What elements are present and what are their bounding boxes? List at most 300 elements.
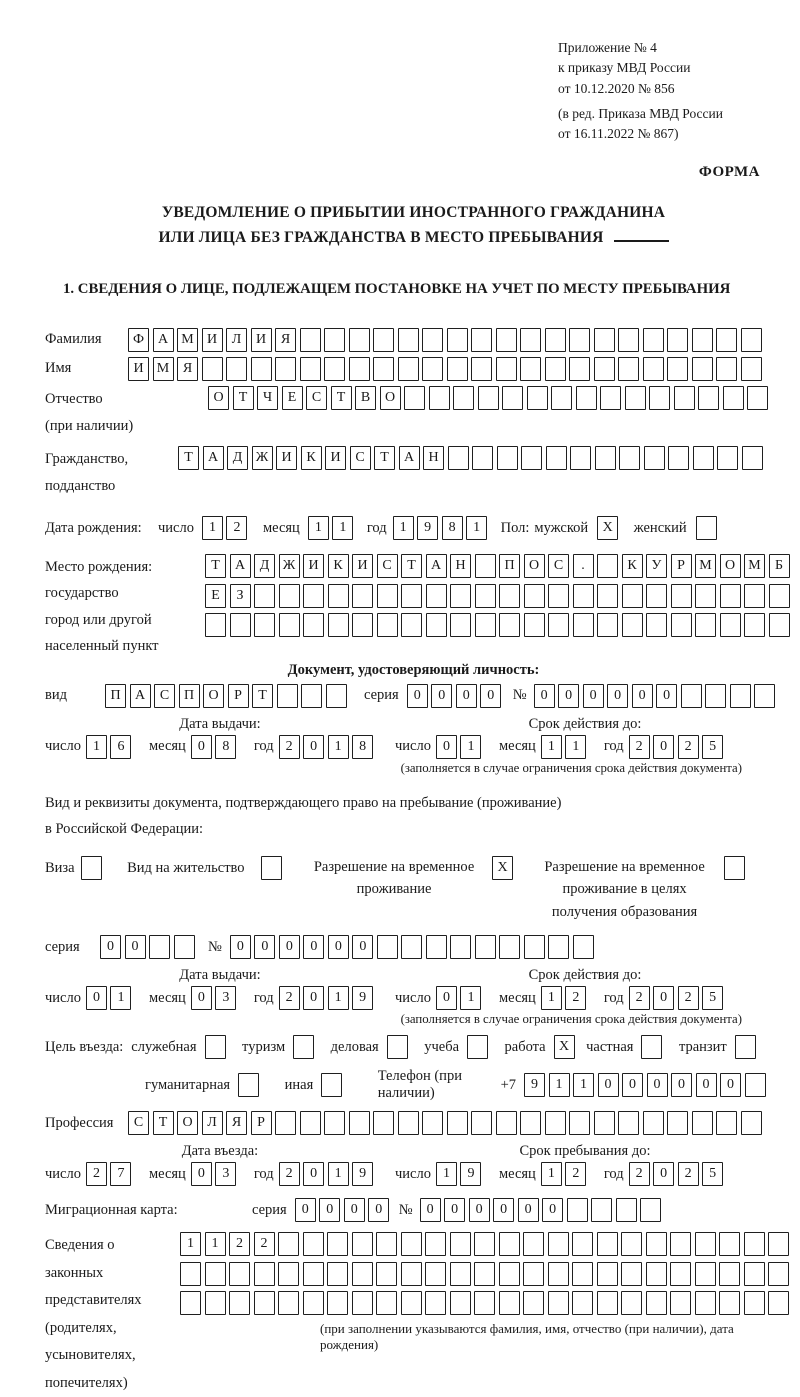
year-label: год [253, 989, 274, 1006]
migration-card-label: Миграционная карта: [45, 1201, 178, 1218]
cell [349, 1111, 370, 1135]
cell [301, 684, 322, 708]
cell: 2 [229, 1232, 250, 1256]
permit-valid-day-cells [436, 986, 485, 1010]
cell: 0 [431, 684, 452, 708]
cell [499, 935, 520, 959]
cell [328, 613, 349, 637]
cell: Л [226, 328, 247, 352]
cell [349, 357, 370, 381]
cell: 0 [720, 1073, 741, 1097]
cell: X [597, 516, 618, 540]
representatives-label-line: (родителях, [45, 1319, 117, 1336]
cell [475, 584, 496, 608]
cell [747, 386, 768, 410]
cell [616, 1198, 637, 1222]
representatives-label [45, 1232, 180, 1397]
cell [349, 328, 370, 352]
identity-doc-heading: Документ, удостоверяющий личность: [287, 661, 540, 678]
cell: 0 [368, 1198, 389, 1222]
cell [229, 1291, 250, 1315]
permit-issue-year-cells [279, 986, 377, 1010]
male-label: мужской [534, 519, 589, 536]
cell [447, 1111, 468, 1135]
cell: 0 [607, 684, 628, 708]
cell [300, 328, 321, 352]
cell [398, 328, 419, 352]
cell: 0 [100, 935, 121, 959]
cell [254, 584, 275, 608]
cell: 0 [279, 935, 300, 959]
cell [278, 1232, 299, 1256]
cell: П [499, 554, 520, 578]
cell: 0 [230, 935, 251, 959]
cell: 1 [573, 1073, 594, 1097]
cell [238, 1073, 259, 1097]
cell: Ч [257, 386, 278, 410]
citizenship-row [45, 446, 782, 500]
purpose-official-checkbox [205, 1035, 230, 1059]
cell: А [130, 684, 151, 708]
cell: М [153, 357, 174, 381]
cell: 0 [598, 1073, 619, 1097]
purpose-tourism-label: туризм [242, 1038, 286, 1055]
month-label: месяц [148, 989, 186, 1006]
cell [475, 554, 496, 578]
cell [618, 1111, 639, 1135]
name-label: Имя [45, 360, 72, 377]
cell: 0 [534, 684, 555, 708]
month-label: месяц [148, 1165, 186, 1182]
cell: 3 [215, 986, 236, 1010]
cell: О [203, 684, 224, 708]
cell [716, 1111, 737, 1135]
birth-place-cells-2 [205, 584, 793, 608]
cell [597, 584, 618, 608]
cell [621, 1232, 642, 1256]
birth-place-cells-3 [205, 613, 793, 637]
cell [695, 584, 716, 608]
entry-dates-values [45, 1162, 782, 1186]
cell [670, 1232, 691, 1256]
cell [327, 1232, 348, 1256]
cell [548, 613, 569, 637]
entry-purpose-label: Цель въезда: [45, 1038, 124, 1055]
mig-number-label: № [398, 1201, 413, 1218]
cell: 2 [629, 986, 650, 1010]
cell: Т [331, 386, 352, 410]
cell: 0 [303, 986, 324, 1010]
patronymic-label-line: Отчество [45, 390, 103, 407]
doc-valid-year-cells [629, 735, 727, 759]
cell [768, 1291, 789, 1315]
cell [768, 1232, 789, 1256]
cell [572, 1291, 593, 1315]
cell [745, 1073, 766, 1097]
residence-doc-type-row [45, 856, 782, 923]
cell: 1 [393, 516, 414, 540]
cell: Т [205, 554, 226, 578]
cell: X [554, 1035, 575, 1059]
cell: П [179, 684, 200, 708]
representatives-cells-3 [180, 1291, 793, 1315]
temp-residence-edu-label-line: получения образования [551, 903, 698, 920]
profession-row [45, 1111, 782, 1135]
cell: 6 [110, 735, 131, 759]
cell [401, 1291, 422, 1315]
cell: Д [227, 446, 248, 470]
representatives-block [45, 1232, 782, 1397]
cell [741, 357, 762, 381]
name-row [45, 357, 782, 381]
cell [545, 328, 566, 352]
cell: 0 [542, 1198, 563, 1222]
cell [572, 1262, 593, 1286]
cell: 1 [565, 735, 586, 759]
cell [671, 584, 692, 608]
female-label: женский [633, 519, 687, 536]
doc-issue-date-heading: Дата выдачи: [179, 715, 261, 732]
cell: 0 [480, 684, 501, 708]
cell: 0 [303, 735, 324, 759]
cell: 1 [180, 1232, 201, 1256]
cell: 1 [436, 1162, 457, 1186]
cell [527, 386, 548, 410]
month-label: месяц [498, 1165, 536, 1182]
cell: 1 [549, 1073, 570, 1097]
doc-dates-values [45, 735, 782, 759]
cell: И [251, 328, 272, 352]
cell: Я [177, 357, 198, 381]
cell: А [230, 554, 251, 578]
cell [646, 584, 667, 608]
stay-until-group [395, 1162, 727, 1186]
cell: 0 [653, 735, 674, 759]
stay-year-cells [629, 1162, 727, 1186]
birth-year-cells [393, 516, 491, 540]
cell [499, 1262, 520, 1286]
visa-checkbox [81, 856, 106, 880]
doc-valid-day-cells [436, 735, 485, 759]
cell [373, 1111, 394, 1135]
permit-issue-day-cells [86, 986, 135, 1010]
entry-day-cells [86, 1162, 135, 1186]
cell [180, 1291, 201, 1315]
purpose-work-label: работа [504, 1038, 546, 1055]
cell [352, 1262, 373, 1286]
temp-residence-label [305, 856, 483, 901]
cell: Ф [128, 328, 149, 352]
cell [671, 613, 692, 637]
cell [567, 1198, 588, 1222]
birth-place-cell-rows [205, 554, 793, 643]
cell [696, 516, 717, 540]
cell: М [744, 554, 765, 578]
cell: 2 [254, 1232, 275, 1256]
cell: 1 [541, 1162, 562, 1186]
cell [646, 1262, 667, 1286]
cell [695, 1262, 716, 1286]
edition-line: (в ред. Приказа МВД России [558, 105, 723, 121]
year-label: год [366, 519, 387, 536]
cell: С [377, 554, 398, 578]
cell [300, 1111, 321, 1135]
permit-number-cells [230, 935, 598, 959]
cell: М [177, 328, 198, 352]
residence-doc-text [45, 790, 782, 842]
cell [475, 613, 496, 637]
cell [475, 935, 496, 959]
cell [376, 1262, 397, 1286]
cell: Д [254, 554, 275, 578]
cell [569, 328, 590, 352]
cell [324, 328, 345, 352]
cell [321, 1073, 342, 1097]
cell [692, 328, 713, 352]
cell [622, 584, 643, 608]
cell: П [105, 684, 126, 708]
doc-issue-year-cells [279, 735, 377, 759]
entry-date-heading: Дата въезда: [181, 1143, 259, 1160]
cell: С [128, 1111, 149, 1135]
cell [695, 1232, 716, 1256]
doc-series-cells [407, 684, 505, 708]
birth-date-row [45, 516, 782, 540]
residence-doc-line2: в Российской Федерации: [45, 820, 204, 837]
day-label: число [45, 989, 81, 1006]
sex-male-checkbox [597, 516, 622, 540]
cell [229, 1262, 250, 1286]
cell [352, 584, 373, 608]
cell [326, 684, 347, 708]
year-label: год [603, 738, 624, 755]
appendix-line: к приказу МВД России [558, 60, 691, 76]
cell: А [426, 554, 447, 578]
cell: 0 [86, 986, 107, 1010]
cell [149, 935, 170, 959]
representatives-cell-rows [180, 1232, 793, 1353]
cell [646, 613, 667, 637]
doc-valid-until-group [395, 735, 727, 759]
cell [744, 613, 765, 637]
surname-label: Фамилия [45, 331, 102, 348]
cell: 0 [493, 1198, 514, 1222]
cell [644, 446, 665, 470]
cell: . [573, 554, 594, 578]
cell: 0 [444, 1198, 465, 1222]
cell [324, 1111, 345, 1135]
cell: 2 [678, 986, 699, 1010]
cell: Т [178, 446, 199, 470]
cell [769, 584, 790, 608]
cell [716, 328, 737, 352]
cell [735, 1035, 756, 1059]
year-label: год [603, 1165, 624, 1182]
cell [300, 357, 321, 381]
purpose-private-label: частная [586, 1038, 634, 1055]
cell [520, 1111, 541, 1135]
permit-dates-values [45, 986, 782, 1010]
cell [621, 1262, 642, 1286]
cell [719, 1262, 740, 1286]
cell: 1 [460, 735, 481, 759]
cell: X [492, 856, 513, 880]
cell: 9 [524, 1073, 545, 1097]
phone-cells [524, 1073, 769, 1097]
cell: Ж [279, 554, 300, 578]
profession-label: Профессия [45, 1114, 114, 1131]
cell: 1 [328, 1162, 349, 1186]
cell: М [695, 554, 716, 578]
representatives-label-line: усыновителях, [45, 1347, 136, 1364]
cell [328, 584, 349, 608]
cell [523, 1262, 544, 1286]
doc-issue-day-cells [86, 735, 135, 759]
cell [81, 856, 102, 880]
cell: 0 [647, 1073, 668, 1097]
cell: 9 [417, 516, 438, 540]
cell [422, 328, 443, 352]
cell [426, 935, 447, 959]
purpose-humanitarian-label: гуманитарная [145, 1076, 231, 1093]
permit-series-cells [100, 935, 198, 959]
cell [474, 1291, 495, 1315]
permit-issue-date-group [45, 986, 395, 1010]
cell [524, 584, 545, 608]
day-label: число [45, 738, 81, 755]
mig-series-cells [295, 1198, 393, 1222]
mig-series-label: серия [252, 1201, 287, 1218]
cell: К [301, 446, 322, 470]
cell [474, 1232, 495, 1256]
entry-month-cells [191, 1162, 240, 1186]
cell [450, 1232, 471, 1256]
cell: И [303, 554, 324, 578]
cell [261, 856, 282, 880]
cell [720, 584, 741, 608]
cell [404, 386, 425, 410]
cell [597, 554, 618, 578]
cell [474, 1262, 495, 1286]
cell [769, 613, 790, 637]
cell: 0 [696, 1073, 717, 1097]
cell [202, 357, 223, 381]
cell [643, 1111, 664, 1135]
cell: У [646, 554, 667, 578]
cell [377, 935, 398, 959]
day-label: число [395, 738, 431, 755]
representatives-cells-1 [180, 1232, 793, 1256]
cell: 1 [205, 1232, 226, 1256]
permit-valid-month-cells [541, 986, 590, 1010]
cell [303, 1232, 324, 1256]
cell [693, 446, 714, 470]
purpose-other-checkbox [321, 1073, 346, 1097]
cell [692, 1111, 713, 1135]
cell [496, 1111, 517, 1135]
cell [594, 328, 615, 352]
purpose-business-label: деловая [330, 1038, 379, 1055]
cell [422, 1111, 443, 1135]
cell [303, 1291, 324, 1315]
cell [674, 386, 695, 410]
cell: 0 [344, 1198, 365, 1222]
cell [472, 446, 493, 470]
cell: 1 [328, 986, 349, 1010]
title-line2-wrap [45, 226, 782, 251]
cell [205, 613, 226, 637]
cell [643, 328, 664, 352]
purpose-other-label: иная [284, 1076, 314, 1093]
cell [698, 386, 719, 410]
cell: К [328, 554, 349, 578]
sex-label: Пол: [500, 519, 530, 536]
cell: Я [275, 328, 296, 352]
purpose-private-checkbox [641, 1035, 666, 1059]
cell [377, 584, 398, 608]
edition-block [558, 104, 783, 145]
cell [426, 613, 447, 637]
cell [471, 328, 492, 352]
cell [569, 357, 590, 381]
month-label: месяц [498, 738, 536, 755]
permit-number-label: № [208, 938, 222, 955]
cell: С [306, 386, 327, 410]
permit-valid-until-group [395, 986, 727, 1010]
cell: 5 [702, 1162, 723, 1186]
purpose-official-label: служебная [131, 1038, 197, 1055]
cell: Р [671, 554, 692, 578]
cell: 0 [671, 1073, 692, 1097]
cell [499, 1232, 520, 1256]
cell [502, 386, 523, 410]
cell: Н [450, 554, 471, 578]
cell: 0 [328, 935, 349, 959]
representatives-label-line: Сведения о [45, 1237, 115, 1254]
cell [594, 1111, 615, 1135]
cell [573, 935, 594, 959]
cell [668, 446, 689, 470]
profession-cells [128, 1111, 765, 1135]
cell: 2 [629, 735, 650, 759]
doc-valid-month-cells [541, 735, 590, 759]
cell: Л [202, 1111, 223, 1135]
cell [619, 446, 640, 470]
cell: Р [251, 1111, 272, 1135]
cell [450, 935, 471, 959]
cell [497, 446, 518, 470]
title-line2: ИЛИ ЛИЦА БЕЗ ГРАЖДАНСТВА В МЕСТО ПРЕБЫВАНИЯ [158, 229, 604, 247]
cell: 1 [541, 986, 562, 1010]
entry-dates-headings [45, 1143, 782, 1160]
cell: 0 [254, 935, 275, 959]
cell [695, 1291, 716, 1315]
permit-series-label: серия [45, 938, 80, 955]
cell [373, 357, 394, 381]
cell [401, 1232, 422, 1256]
cell [429, 386, 450, 410]
cell: В [355, 386, 376, 410]
citizenship-label-line: Гражданство, [45, 451, 129, 468]
cell [618, 357, 639, 381]
migration-card-row [45, 1198, 782, 1222]
cell [594, 357, 615, 381]
cell: Т [401, 554, 422, 578]
cell [450, 1262, 471, 1286]
cell: И [325, 446, 346, 470]
cell [597, 1232, 618, 1256]
cell: 0 [125, 935, 146, 959]
